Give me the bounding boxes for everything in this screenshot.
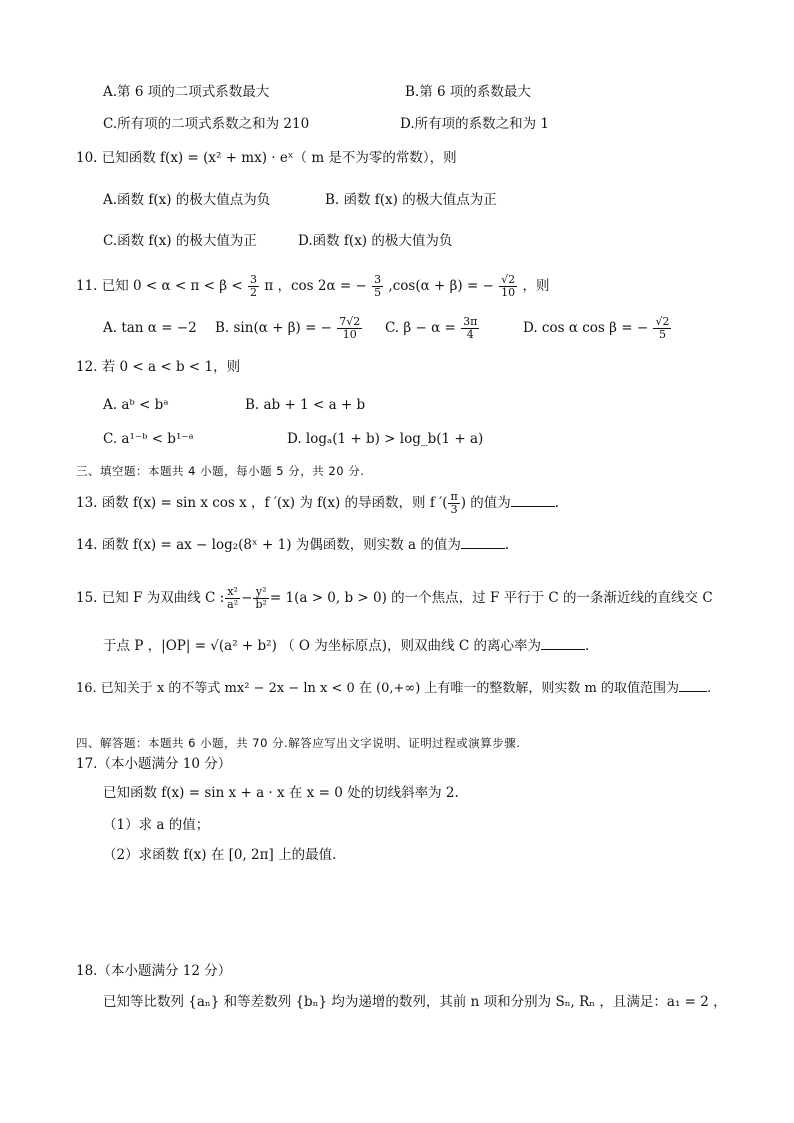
q12-option-b: B. ab + 1 < a + b [245, 397, 366, 413]
q17-part-1: （1）求 a 的值； [103, 817, 210, 833]
q16-stem-text: 16. 已知关于 x 的不等式 mx² − 2x − ln x < 0 在 (0,+∞) 上有唯一的整数解，则实数 m 的取值范围为 [76, 681, 680, 696]
q9-option-c: C.所有项的二项式系数之和为 210 [103, 116, 310, 132]
q9-option-a: A.第 6 项的二项式系数最大 [103, 84, 270, 100]
q11-fraction-3-5 [372, 274, 383, 299]
q11-fraction-root2-10 [499, 274, 517, 299]
q11-optb-denominator: 10 [342, 328, 357, 341]
q17-part-2: （2）求函数 f(x) 在 [0, 2π] 上的最值. [103, 847, 337, 863]
q11-option-d-text: D. cos α cos β = − [523, 320, 649, 336]
q14-stem [76, 535, 509, 555]
q11-frac3-denominator: 10 [501, 286, 516, 299]
q16-stem [76, 679, 711, 699]
q9-option-b: B.第 6 项的系数最大 [405, 84, 531, 100]
q10-option-c: C.函数 f(x) 的极大值为正 [103, 233, 257, 249]
q15-line-2 [103, 636, 589, 656]
q15-stem-part-a: 15. 已知 F 为双曲线 C : [76, 590, 225, 606]
q12-stem: 12. 若 0 < a < b < 1，则 [76, 359, 241, 375]
q11-option-b-text: B. sin(α + β) = − [215, 320, 332, 336]
q11-optb-numerator: 7√2 [339, 315, 361, 328]
q12-option-d: D. logₐ(1 + b) > log_b(1 + a) [287, 431, 484, 447]
q15-frac1-numerator: x² [225, 586, 240, 599]
q11-option-b [215, 312, 363, 344]
q11-frac1-numerator: 3 [250, 273, 258, 286]
q11-frac2-denominator: 5 [374, 286, 382, 299]
q13-stem-part-b: ) 的值为 [460, 495, 511, 511]
q15-stem [76, 580, 713, 616]
q11-optc-numerator: 3π [463, 315, 478, 328]
q13-period: . [554, 495, 560, 511]
q13-stem-part-a: 13. 函数 f(x) = sin x cos x ，f ′(x) 为 f(x) 的导函数，则 f ′( [76, 495, 448, 511]
q18-title: 18.（本小题满分 12 分） [76, 963, 232, 979]
q11-frac3-numerator: √2 [501, 273, 516, 286]
q11-option-c [385, 312, 480, 344]
q17-title: 17.（本小题满分 10 分） [76, 756, 232, 772]
q11-stem-part-a: 11. 已知 0 < α < π < β < [76, 278, 243, 294]
q14-answer-blank [461, 536, 505, 549]
q11-option-c-text: C. β − α = [385, 320, 456, 336]
q11-stem-part-b: π ，cos 2α = − [264, 278, 367, 294]
q16-period: . [707, 681, 712, 696]
q15-stem-part-b: = 1(a > 0, b > 0) 的一个焦点，过 F 平行于 C 的一条渐近线的直线交 C [269, 590, 713, 606]
q15-answer-blank [541, 637, 585, 650]
q14-stem-text: 14. 函数 f(x) = ax − log₂(8ˣ + 1) 为偶函数，则实数 a 的值为 [76, 537, 461, 553]
q10-stem: 10. 已知函数 f(x) = (x² + mx) · eˣ（ m 是不为零的常数），则 [76, 150, 457, 166]
q10-option-a: A.函数 f(x) 的极大值点为负 [103, 192, 271, 208]
q11-fraction-3-2 [248, 274, 259, 299]
q15-line2-text: 于点 P ，|OP| = √(a² + b²) （ O 为坐标原点)，则双曲线 C 的离心率为 [103, 638, 541, 654]
q15-period: . [584, 638, 590, 654]
q16-answer-blank [679, 679, 707, 692]
q13-fraction-pi-3 [448, 491, 459, 516]
q11-option-d [523, 312, 672, 344]
q11-stem-part-d: ，则 [522, 278, 550, 294]
q14-period: . [504, 537, 510, 553]
q11-option-d-fraction [653, 316, 671, 341]
q9-option-d: D.所有项的系数之和为 1 [400, 116, 550, 132]
q11-optc-denominator: 4 [466, 328, 474, 341]
q15-frac1-denominator: a² [227, 598, 239, 611]
q12-option-a: A. aᵇ < bᵃ [103, 397, 169, 413]
q15-frac2-numerator: y² [253, 586, 268, 599]
section-3-heading: 三、填空题：本题共 4 小题，每小题 5 分，共 20 分. [76, 464, 365, 478]
q11-stem-part-c: ,cos(α + β) = − [388, 278, 494, 294]
q13-stem [76, 487, 559, 519]
q18-stem: 已知等比数列 {aₙ} 和等差数列 {bₙ} 均为递增的数列，其前 n 项和分别为 Sₙ, Rₙ ，且满足：a₁ = 2 ， [103, 994, 727, 1010]
q15-fraction-x2-a2 [225, 586, 240, 611]
q11-optd-numerator: √2 [655, 315, 670, 328]
q13-answer-blank [511, 494, 555, 507]
q13-frac-denominator: 3 [450, 503, 458, 516]
q11-stem [76, 270, 549, 302]
q12-option-c: C. a¹⁻ᵇ < b¹⁻ᵃ [103, 431, 194, 447]
q11-optd-denominator: 5 [658, 328, 666, 341]
q11-option-c-fraction [461, 316, 479, 341]
q15-fraction-y2-b2 [253, 586, 268, 611]
q10-option-b: B. 函数 f(x) 的极大值点为正 [325, 192, 497, 208]
q11-option-b-fraction [337, 316, 362, 341]
section-4-heading: 四、解答题：本题共 6 小题，共 70 分.解答应写出文字说明、证明过程或演算步骤. [76, 736, 521, 750]
q11-frac2-numerator: 3 [374, 273, 382, 286]
q17-stem: 已知函数 f(x) = sin x + a · x 在 x = 0 处的切线斜率为 2. [103, 785, 459, 801]
q15-minus: − [241, 590, 253, 606]
q11-frac1-denominator: 2 [250, 286, 258, 299]
q15-frac2-denominator: b² [255, 598, 267, 611]
q10-option-d: D.函数 f(x) 的极大值为负 [298, 233, 453, 249]
q11-option-a: A. tan α = −2 [103, 320, 197, 336]
q13-frac-numerator: π [450, 490, 458, 503]
